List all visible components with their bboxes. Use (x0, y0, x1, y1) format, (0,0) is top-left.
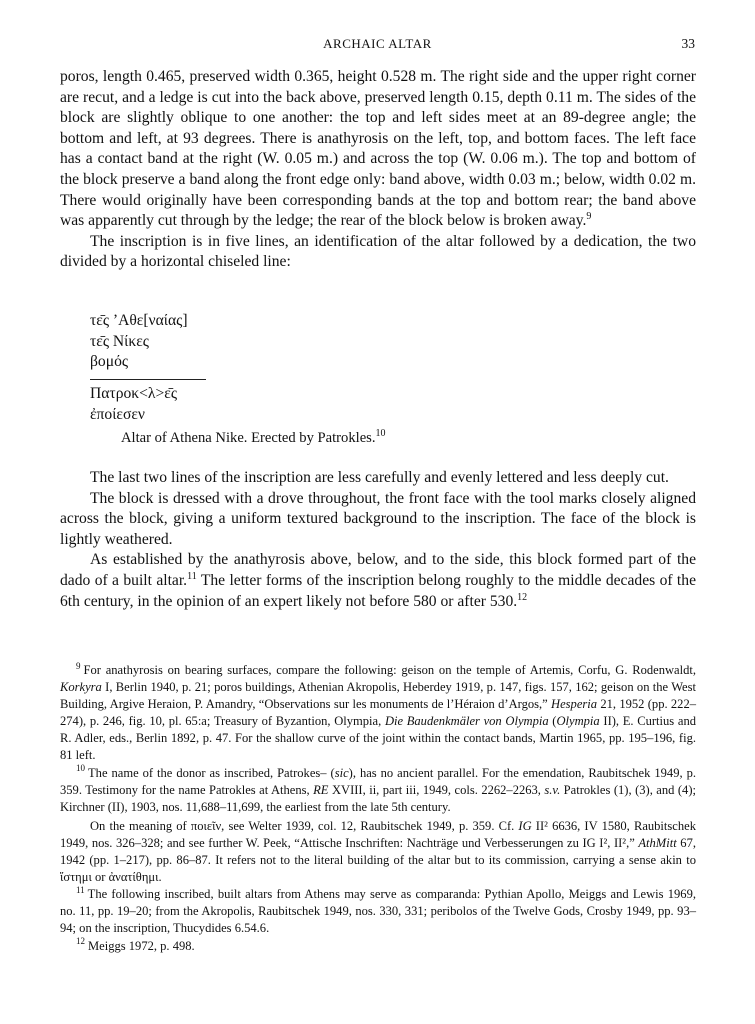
main-text-top (60, 67, 696, 273)
footnote-ref-9[interactable]: 9 (586, 210, 592, 222)
footnote-ref-11[interactable]: 11 (187, 570, 197, 582)
footnote-10: $^{10}$ The name of the donor as inscribed, Patrokes– (sic), has no ancient parallel. For the emendation, Raubitschek 1949, p. 359. Testimony for the name Patrokles at Athens, RE XVIII, ii, part iii, 1949, cols. 2262–2263, s.v. Patrokles (1), (3), and (4); Kirchner (II), 1903, nos. 11,688–11,699, the earliest from the late 5th century. (60, 763, 696, 814)
inscription-line-2: τε̄ς Νίκες (90, 332, 149, 350)
inscription-line-1: τε̄ς ’Αθε[ναίας] (90, 312, 188, 329)
footnote-9: $^9$ For anathyrosis on bearing surfaces, compare the following: geison on the temple of Artemis, Corfu, G. Rodenwaldt, Korkyra I, Berlin 1940, p. 21; poros buildings, Athenian Akropolis, Heberdey 1919, p. 147, figs. 157, 162; geison on the West Building, Argive Heraion, P. Amandry, “Observations sur les monuments de l’Héraion d’Argos,” Hesperia 21, 1952 (pp. 222–274), p. 246, fig. 10, pl. 65:a; Treasury of Byzantion, Olympia, Die Baudenkmäler von Olympia (Olympia II), E. Curtius and R. Adler, eds., Berlin 1892, p. 47. For the shallow curve of the joint within the contact bands, Martin 1965, pp. 195–196, fig. 81 left. (60, 660, 696, 763)
inscription-line-3: βομός (90, 353, 129, 371)
inscription-translation: Altar of Athena Nike. Erected by Patrokles.$^{10}$ (121, 428, 386, 446)
main-text-bottom (60, 468, 696, 612)
inscription-divider (90, 379, 206, 380)
footnote-10-continued: On the meaning of ποιεῖν, see Welter 1939, col. 12, Raubitschek 1949, p. 359. Cf. IG II² 6636, IV 1580, Raubitschek 1949, nos. 326–328; and see further W. Peek, “Attische Inschriften: Nachträge und Verbesserungen zu IG I², II²,” AthMitt 67, 1942 (pp. 1–217), pp. 86–87. It refers not to the literal building of the altar but to its commission, carrying a sense akin to ἵστημι or ἀνατίθημι. (60, 818, 696, 885)
paragraph-block-description: poros, length 0.465, preserved width 0.365, height 0.528 m. The right side and the upper right corner are recut, and a ledge is cut into the back above, preserved length 0.15, depth 0.11 m. The sides of the block are slightly oblique to one another: the top and left sides meet at an 89-degree angle; the bottom and left, at 93 degrees. There is anathyrosis on the left, top, and bottom faces. The left face has a contact band at the right (W. 0.05 m.) and across the top (W. 0.06 m.). The top and bottom of the block preserve a band along the front edge only: band above, width 0.03 m.; below, width 0.02 m. There would originally have been corresponding bands at the top and bottom rear; the band above was apparently cut through by the ledge; the rear of the block below is broken away.$^9$ (60, 68, 696, 230)
paragraph-dating: As established by the anathyrosis above, below, and to the side, this block formed part of the dado of a built altar.$^{11}$ The letter forms of the inscription belong roughly to the middle decades of the 6th century, in the opinion of an expert likely not before 580 or after 530.12 (60, 551, 696, 610)
footnote-11: $^{11}$ The following inscribed, built altars from Athens may serve as comparanda: Pythian Apollo, Meiggs and Lewis 1969, no. 11, pp. 19–20; from the Akropolis, Raubitschek 1949, nos. 330, 331; peribolos of the Twelve Gods, Crosby 1949, pp. 93–94; on the inscription, Thucydides 6.54.6. (60, 885, 696, 936)
running-title: ARCHAIC ALTAR (323, 36, 432, 51)
paragraph-dressing: The block is dressed with a drove throughout, the front face with the tool marks closely aligned across the block, giving a uniform textured background to the inscription. The face of the block is lightly weathered. (60, 489, 696, 548)
footnote-12: $^{12}$ Meiggs 1972, p. 498. (76, 936, 195, 953)
inscription-block (90, 311, 206, 426)
paragraph-lettering: The last two lines of the inscription are less carefully and evenly lettered and less deeply cut. (90, 469, 669, 486)
paragraph-inscription-intro: The inscription is in five lines, an identification of the altar followed by a dedication, the two divided by a horizontal chiseled line: (60, 232, 696, 271)
footnote-ref-12[interactable]: 12 (517, 591, 528, 603)
footnote-ref-10[interactable]: 10 (375, 428, 386, 440)
inscription-line-5: ἐποίεσεν (90, 405, 145, 423)
page-header (60, 36, 695, 56)
inscription-line-4: Πατροκ<λ>ε̄ς (90, 385, 178, 403)
page-number: 33 (681, 36, 695, 51)
footnotes (60, 662, 696, 955)
